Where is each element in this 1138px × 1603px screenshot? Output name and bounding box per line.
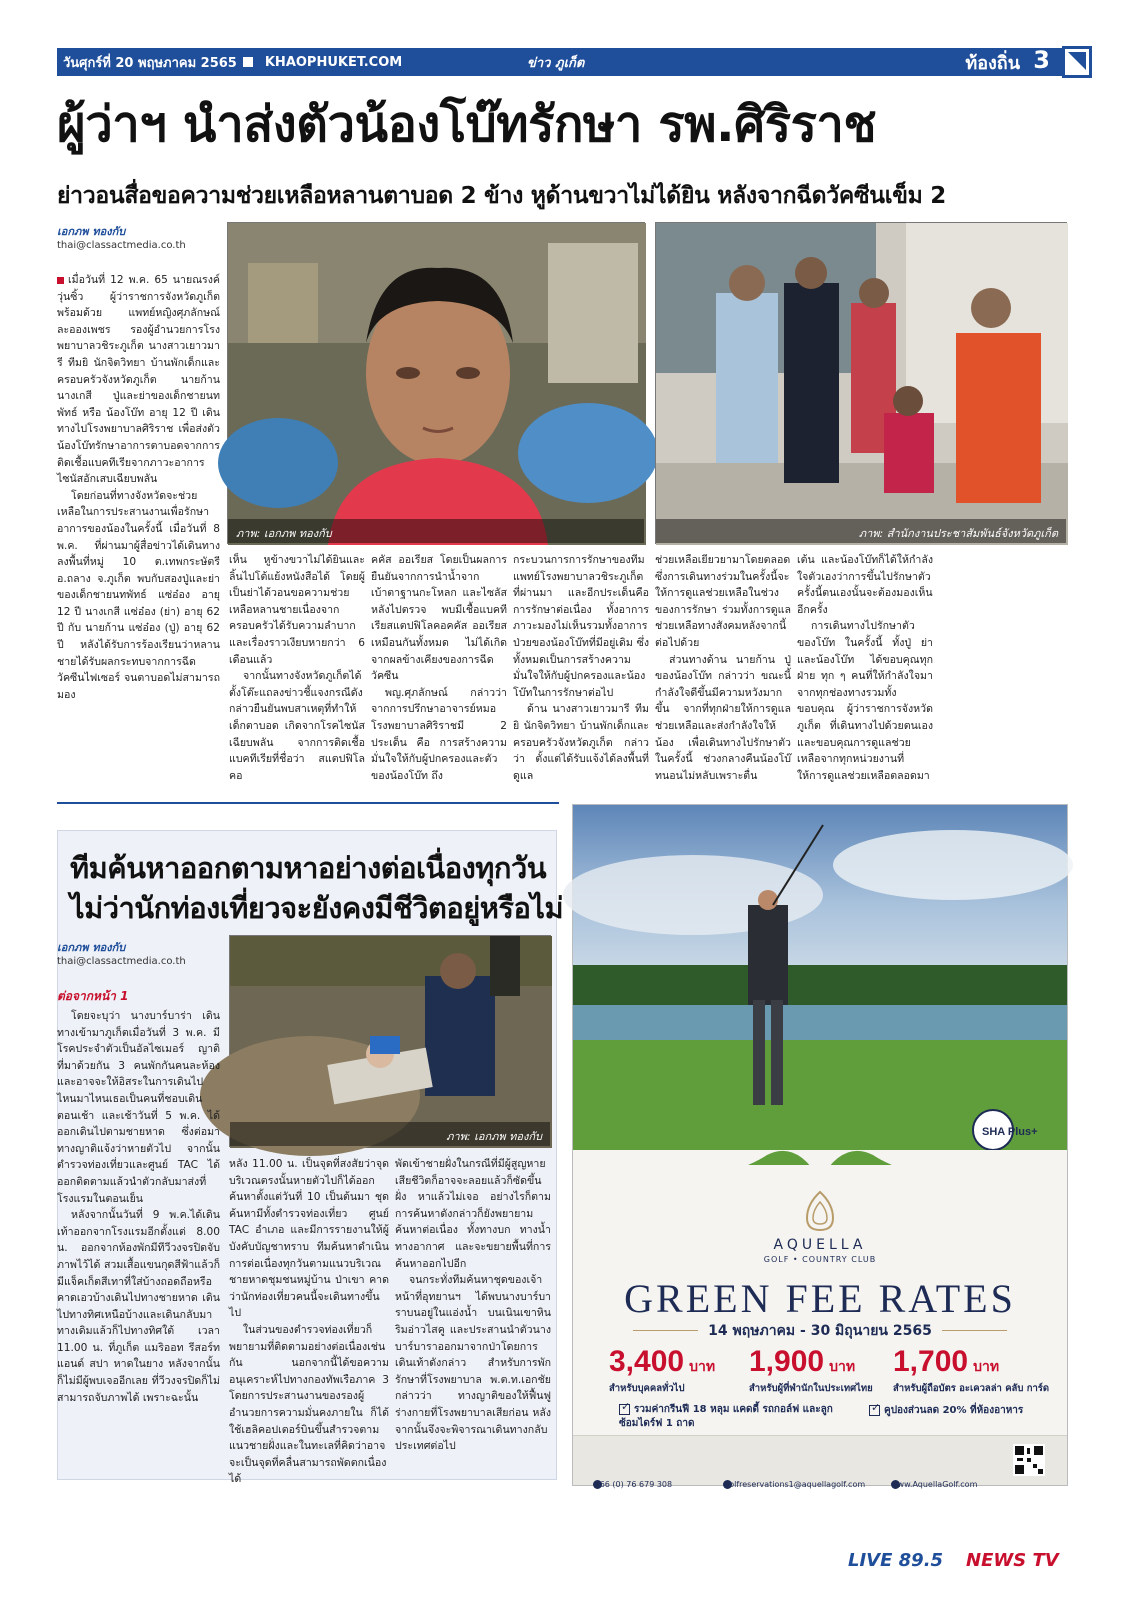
paragraph: ในส่วนของตำรวจท่องเที่ยวก็พยายามที่ติดตามอย่างต่อเนื่องเช่นกัน นอกจากนี้ได้ขอความอนุเคราะห์ไปทางกองทัพเรือภาค 3 โดยการประสานงานของรองผู้อำนวยการความมั่นคงภายใน ก็ได้ใช้เฮลิคอปเตอร์บินขึ้นสำรวจตามแนวชายฝั่งและในทะเลที่คิดว่าอาจจะเป็นจุดที่คลื่นสามารถพัดตกเนื่องได้ — [229, 1323, 389, 1486]
photo-caption: ภาพ: สำนักงานประชาสัมพันธ์จังหวัดภูเก็ต — [656, 519, 1066, 543]
paragraph: พญ.ศุภลักษณ์ กล่าวว่า จากการปรึกษาอาจารย์หมอโรงพยาบาลศิริราชมี 2 ประเด็น คือ การสร้างความมั่นใจให้กับผู้ปกครองและตัวของน้องโบ๊ท ถึง — [371, 686, 507, 782]
article2-column-3 — [395, 1156, 551, 1474]
paragraph: กระบวนการการรักษาของทีมแพทย์โรงพยาบาลวชิระภูเก็ตที่ผ่านมา และอีกประเด็นคือการรักษาต่อเนื่อง ทั้งอาการภาวะมองไม่เห็นรวมทั้งอาการป่วยของน้องโบ๊ทที่มีอยู่เดิม ซึ่งทั้งหมดเป็นการสร้างความมั่นใจให้กับผู้ปกครองและน้องโบ๊ทในการรักษาต่อไป — [513, 554, 649, 699]
paragraph: คคัส ออเรียส โดยเป็นผลการยืนยันจากการนำน้ำจากเบ้าตาฐานกะโหลก และไซลัสหลังไปตรวจ พบมีเชื้อแบคทีเรียสแตปฟิโลคอคคัส ออเรียสเหมือนกันทั้งหมด ไม่ได้เกิดจากผลข้างเคียงของการฉีดวัคซีน — [371, 554, 507, 683]
photo-caption: ภาพ: เอกภพ ทองกับ — [228, 519, 644, 543]
price-unit: บาท — [973, 1359, 1000, 1375]
headline-line: ทีมค้นหาออกตามหาอย่างต่อเนื่องทุกวัน — [70, 851, 547, 885]
square-icon — [243, 57, 253, 67]
article1-column-4 — [513, 552, 649, 782]
ad-contact-bar: +66 (0) 76 679 308 Golfreservations1@aquellagolf.com www.AquellaGolf.com — [573, 1435, 1067, 1485]
paragraph: โดยจะบุว่า นางบาร์บาร่า เดินทางเข้ามาภูเก็ตเมื่อวันที่ 3 พ.ค. มีโรคประจำตัวเป็นอัลไซเมอร์ ญาติที่มาด้วยกัน 3 คนพักกันคนละห้อง และอาจจะให้อิสระในการเดินไปไหนมาไหนเธอเป็นคนที่ชอบเดินตอนเช้า และเช้าวันที่ 5 พ.ค. ได้ออกเดินไปตามชายหาด ซึ่งต่อมาทางญาติแจ้งว่าหายตัวไป จากนั้นตำรวจท่องเที่ยวและศูนย์ TAC ได้ออกติดตามแล้วนำตัวกลับมาส่งที่โรงแรมในตอนเย็น — [57, 1010, 220, 1205]
price-amount: 1,700 — [893, 1345, 969, 1378]
author-email[interactable]: thai@classactmedia.co.th — [57, 240, 186, 251]
price-resident — [749, 1345, 914, 1396]
checkbox-icon — [619, 1404, 630, 1415]
price-note: สำหรับผู้ที่พำนักในประเทศไทย — [749, 1383, 873, 1394]
author-email[interactable]: thai@classactmedia.co.th — [57, 956, 186, 967]
article2-column-2 — [229, 1156, 389, 1486]
paragraph: จนกระทั่งทีมค้นหาชุดของเจ้าหน้าที่อุทยานฯ ได้พบนางบาร์บาราบนอยู่ในแอ่งน้ำ บนเนินเขาหินริมอ่าวไสคู และประสานนำตัวนางบาร์บาราออกมาจากป่าโดยการเดินเท้าดังกล่าว สำหรับการพักรักษาที่โรงพยาบาล พ.ต.ท.เอกชัย กล่าวว่า ทางญาติของให้ฟื้นฟูร่างกายที่โรงพยาบาลเสียก่อน หลังจากนั้นจึงจะพิจารณาเดินทางกลับประเทศต่อไป — [395, 1274, 551, 1453]
masthead-logo: ข่าว ภูเก็ต — [527, 55, 585, 71]
website[interactable]: KHAOPHUKET.COM — [264, 54, 403, 70]
price-member — [893, 1345, 1058, 1396]
article1-column-1 — [57, 272, 220, 778]
photo-boy — [227, 222, 645, 544]
issue-date: วันศุกร์ที่ 20 พฤษภาคม 2565 — [63, 55, 237, 71]
page-number: 3 — [1033, 46, 1050, 74]
paragraph: หลัง 11.00 น. เป็นจุดที่สงสัยว่าจุดบริเวณตรงนั้นหายตัวไปก็ได้ออกค้นหาตั้งแต่วันที่ 10 เป็นต้นมา ชุดค้นหามีทั้งตำรวจท่องเที่ยว ศูนย์ TAC อำเภอ และมีการรายงานให้ผู้บังคับบัญชาทราบ ทีมค้นหาดำเนินการต่อเนื่องทุกวันตามแนวบริเวณชายหาดชุมชนหมู่บ้าน ป่าเขา คาดว่านักท่องเที่ยวคนนี้จะเดินทางขึ้นไป — [229, 1158, 389, 1320]
author-name: เอกภพ ทองกับ — [57, 225, 126, 238]
price-amount: 1,900 — [749, 1345, 825, 1378]
promo-period: 14 พฤษภาคม - 30 มิถุนายน 2565 — [573, 1320, 1067, 1342]
brand-name: AQUELLA — [773, 1237, 867, 1253]
paragraph: ส่วนทางด้าน นายก้าน ปู่ของน้องโบ๊ท กล่าวว่า ขณะนี้กำลังใจดีขึ้นมีความหวังมากขึ้น จากที่ทุกฝ่ายให้การดูแลช่วยเหลือและส่งกำลังใจให้น้อง เพื่อเดินทางไปรักษาตัวในครั้งนี้ ช่วงกลางคืนน้องโบ๊ทนอนไม่หลับเพราะตื่น — [655, 653, 791, 782]
article1-column-5 — [655, 552, 791, 782]
photo-search-team-image — [230, 936, 552, 1148]
photo-governor — [655, 222, 1067, 544]
continued-label: ต่อจากหน้า 1 — [57, 989, 129, 1003]
aquella-logo-icon — [803, 1190, 837, 1232]
photo-caption: ภาพ: เอกภพ ทองกับ — [230, 1122, 550, 1146]
photo-governor-image — [656, 223, 1068, 545]
perk-coupon: ✓คูปองส่วนลด 20% ที่ห้องอาหาร — [869, 1403, 1059, 1418]
paragraph: ช่วยเหลือเยียวยามาโดยตลอด ซึ่งการเดินทางร่วมในครั้งนี้จะให้การดูแลช่วยเหลือในช่วงของการรักษา ร่วมทั้งการดูแลช่วยเหลือทางสังคมหลังจากนี้ต่อไปด้วย — [655, 554, 791, 649]
photo-search-team — [229, 935, 551, 1147]
brand-subtitle: GOLF • COUNTRY CLUB — [763, 1255, 877, 1264]
article2-headline — [70, 848, 564, 928]
corner-arrow-icon — [1062, 46, 1092, 78]
checkbox-icon — [869, 1405, 880, 1416]
price-amount: 3,400 — [609, 1345, 685, 1378]
price-note: สำหรับบุคคลทั่วไป — [609, 1383, 685, 1394]
bullet-icon — [57, 277, 64, 284]
live-radio-logo: LIVE 89.5 — [848, 1550, 944, 1571]
golf-advertisement[interactable] — [572, 804, 1068, 1489]
price-unit: บาท — [829, 1359, 856, 1375]
photo-boy-image — [228, 223, 646, 545]
paragraph: จากนั้นทางจังหวัดภูเก็ตได้ตั้งโต๊ะแถลงข่าวชี้แจงกรณีดังกล่าวยืนยันพบสาเหตุที่ทำให้เด็กตาบอด เกิดจากโรคไซนัสเฉียบพลัน จากการติดเชื้อแบคทีเรียที่ชื่อว่า สแตปฟิโลคอ — [229, 670, 365, 782]
article1-byline — [57, 222, 222, 251]
price-note: สำหรับผู้ถือบัตร อะเควลล่า คลับ การ์ด — [893, 1383, 1050, 1394]
page-header — [57, 48, 1090, 76]
author-name: เอกภพ ทองกับ — [57, 941, 126, 954]
section-divider — [57, 802, 559, 804]
section-name: ท้องถิ่น — [965, 52, 1020, 74]
article2-byline — [57, 938, 222, 967]
paragraph: โดยก่อนที่ทางจังหวัดจะช่วยเหลือในการประสานงานเพื่อรักษาอาการของน้องในครั้งนี้ เมื่อวันที่ 8 พ.ค. ที่ผ่านมาผู้สื่อข่าวได้เดินทางลงพื้นที่หมู่ 10 ต.เทพกระษัตรี อ.ถลาง จ.ภูเก็ต พบกับสองปู่และย่าของเด็กชายนทพัทธ์ แซ่อ๋อง อายุ 12 ปี นางเกสี แซ่อ๋อง (ย่า) อายุ 62 ปี กับ นายก้าน แซ่อ๋อง (ปู่) อายุ 62 ปี หลังได้รับการร้องเรียนว่าหลานชายได้รับผลกระทบจากการฉีดวัคซีนไฟเซอร์ จนตาบอดไม่สามารถมอง — [57, 489, 220, 701]
main-headline: ผู้ว่าฯ นำส่งตัวน้องโบ๊ทรักษา รพ.ศิริราช — [57, 96, 877, 153]
paragraph: การเดินทางไปรักษาตัวของโบ๊ท ในครั้งนี้ ทั้งปู่ ย่า และน้องโบ๊ท ได้ขอบคุณทุกฝ่าย ทุก ๆ คนที่ให้กำลังใจมาจากทุกช่องทางรวมทั้งขอบคุณ ผู้ว่าราชการจังหวัดภูเก็ต ที่เดินทางไปด้วยตนเอง และขอบคุณการดูแลช่วยเหลือจากทุกหน่วยงานที่ให้การดูแลช่วยเหลือตลอดมา — [797, 620, 933, 782]
paragraph: เต้น และน้องโบ๊ทก็ได้ให้กำลังใจตัวเองว่าการขึ้นไปรักษาตัวครั้งนี้ตนเองนั้นจะต้องมองเห็นอีกครั้ง — [797, 554, 933, 616]
perk-green-fee: ✓รวมค่ากรีนฟี 18 หลุม แคดดี้ รถกอล์ฟ และลูกซ้อมไดร์ฟ 1 ถาด — [619, 1403, 849, 1431]
main-subheadline: ย่าวอนสื่อขอความช่วยเหลือหลานตาบอด 2 ข้าง หูด้านขวาไม่ได้ยิน หลังจากฉีดวัคซีนเข็ม 2 — [57, 183, 946, 209]
footer-logos — [848, 1550, 1078, 1576]
article2-column-1 — [57, 1008, 220, 1474]
article1-column-2 — [229, 552, 365, 782]
paragraph: พัดเข้าชายฝั่งในกรณีที่มีผู้สูญหายเสียชีวิตก็อาจจะลอยแล้วก็ซัดขึ้นฝั่ง หาแล้วไม่เจอ อย่างไรก็ตามการค้นหาดังกล่าวก็ยังพยายามค้นหาต่อเนื่อง ทั้งทางบก ทางน้ำทางอากาศ และจะขยายพื้นที่การค้นหาออกไปอีก — [395, 1158, 551, 1270]
article1-column-6 — [797, 552, 933, 782]
sha-badge-text: SHA Plus+ — [982, 1126, 1038, 1138]
paragraph: ด้าน นางสาวเยาวมารี ทีมยิ นักจิตวิทยา บ้านพักเด็กและครอบครัวจังหวัดภูเก็ต กล่าวว่า ตั้งแต่ได้รับแจ้งได้ลงพื้นที่ดูแล — [513, 703, 649, 782]
paragraph: หลังจากนั้นวันที่ 9 พ.ค.ได้เดินเท้าออกจากโรงแรมอีกตั้งแต่ 8.00 น. ออกจากห้องพักมีทีวีวงจรปิดจับภาพไว้ได้ สวมเสื้อแขนกุดสีฟ้าแล้วก็มีแจ็คเก็ตสีเทาที่ใส่บ้างถอดถือหรือคาดเอวบ้างเดินไปทางชายหาด เดินไปทางทิศเหนือบ้างและเดินกลับมาทางเดิมแล้วก็ไปทางทิศใต้ เวลา 11.00 น. ที่ภูเก็ต แมริออท รีสอร์ท แอนด์ สปา หาดในยาง หลังจากนั้นก็ไม่มีผู้พบเจออีกเลย ที่วีวงจรปิดก็ไม่สามารถจับภาพได้ เพราะฉะนั้น — [57, 1209, 220, 1404]
headline-line: ไม่ว่านักท่องเที่ยวจะยังคงมีชีวิตอยู่หรือไม่ — [70, 891, 564, 925]
paragraph: เห็น หูข้างขวาไม่ได้ยินและลิ้นไปโต้แย้งหนังสือได้ โดยผู้เป็นย่าได้วอนขอความช่วยเหลือหลานชายเนื่องจากครอบครัวได้รับความลำบากและเรื่องราวเงียบหายกว่า 6 เดือนแล้ว — [229, 554, 365, 666]
price-unit: บาท — [689, 1359, 716, 1375]
golf-course-image — [573, 805, 1067, 1165]
article1-column-3 — [371, 552, 507, 782]
ad-title: GREEN FEE RATES — [624, 1276, 1016, 1321]
paragraph: เมื่อวันที่ 12 พ.ค. 65 นายณรงค์ วุ่นซิ้ว ผู้ว่าราชการจังหวัดภูเก็ต พร้อมด้วย แพทย์หญิงศุภลักษณ์ ละอองเพชร รองผู้อำนวยการโรงพยาบาลวชิระภูเก็ต นางสาวเยาวมารี ทีมยิ นักจิตวิทยา บ้านพักเด็กและครอบครัวจังหวัดภูเก็ต นายก้าน นางเกสี ปู่และย่าของเด็กชายนทพัทธ์ หรือ น้องโบ๊ท อายุ 12 ปี เดินทางไปโรงพยาบาลศิริราช เพื่อส่งตัวน้องโบ๊ทรักษาอาการตาบอดจากการติดเชื้อแบคทีเรียจากภาวะอาการไซนัสอักเสบเฉียบพลัน — [57, 274, 220, 486]
qr-code-icon[interactable] — [1013, 1444, 1045, 1476]
news-tv-logo: NEWS TV — [966, 1550, 1059, 1571]
